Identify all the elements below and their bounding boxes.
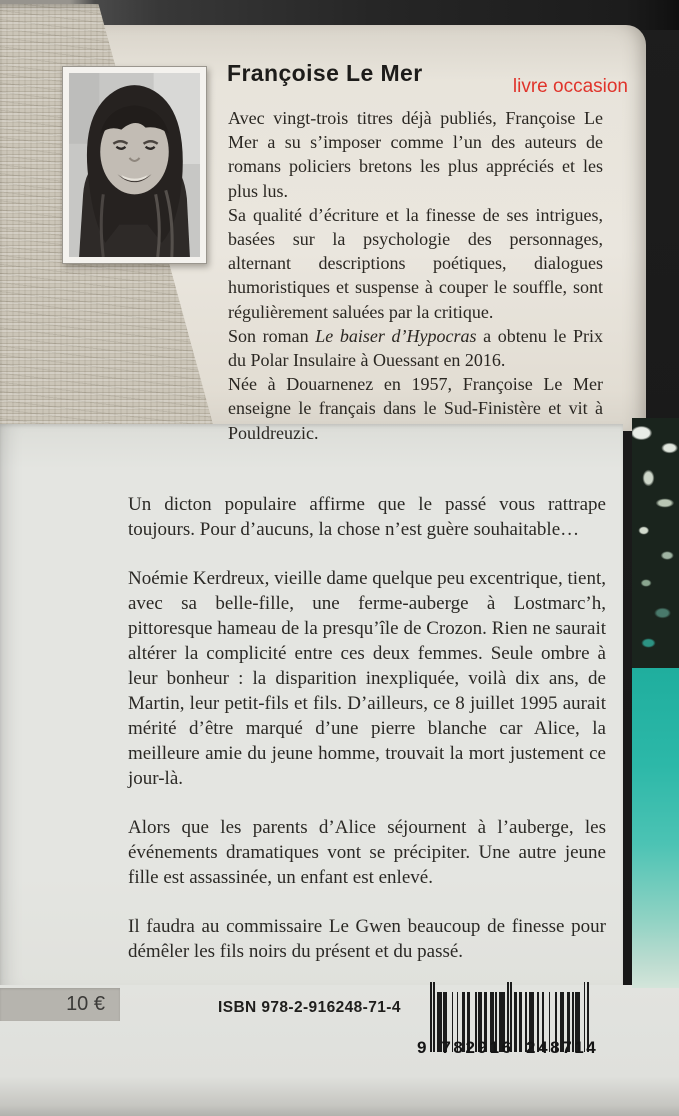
bio-p3-pre: Son roman xyxy=(228,325,316,346)
author-photo xyxy=(62,66,207,264)
author-portrait-illustration xyxy=(69,73,200,257)
synopsis-paragraph-1: Un dicton populaire affirme que le passé vous rattrape toujours. Pour d’aucuns, la chose n’est guère souhaitable… xyxy=(128,494,606,540)
synopsis-paragraph-3: Alors que les parents d’Alice séjournent à l’auberge, les événements dramatiques vont se précipiter. Une autre jeune fille est assassinée, un enfant est enlevé. xyxy=(128,817,606,888)
book-title-italic: Le baiser d’Hypocras xyxy=(315,325,477,346)
barcode-digits: 9 782916 248714 xyxy=(417,1038,599,1057)
bio-p3-post: a obtenu le Prix du Polar Insulaire à Ouessant en 2016. xyxy=(228,325,604,371)
price-band xyxy=(0,988,120,1021)
synopsis-paragraph-4: Il faudra au commissaire Le Gwen beaucoup de finesse pour démêler les fils noirs du présent et du passé. xyxy=(128,916,606,962)
synopsis-paragraph-2: Noémie Kerdreux, vieille dame quelque peu excentrique, tient, avec sa belle-fille, une ferme-auberge à Lostmarc’h, pittoresque hameau de la presqu’île de Crozon. Rien ne saurait altérer la complicité entre ces deux femmes. Seule ombre à leur bonheur : la disparition inexpliquée, voilà dix ans, de Martin, leur petit-fils et fils. D’ailleurs, ce 8 juillet 1995 aurait mérité d’être marqué d’une pierre blanche car Alice, la meilleure amie du jeune homme, trouvait la mort justement ce jour-là. xyxy=(128,568,606,789)
bio-paragraph-4: Née à Douarnenez en 1957, Françoise Le Mer enseigne le français dans le Sud-Finistère et vit à Pouldreuzic. xyxy=(228,374,603,443)
ean13-barcode xyxy=(417,982,600,1074)
price-label: 10 € xyxy=(66,993,105,1015)
synopsis-text xyxy=(128,492,606,988)
bio-paragraph-3 xyxy=(228,324,603,372)
author-name-heading: Françoise Le Mer xyxy=(227,60,423,86)
turquoise-water-image xyxy=(632,668,679,988)
bio-paragraph-2: Sa qualité d’écriture et la finesse de ses intrigues, basées sur la psychologie des personnages, alternant descriptions poétiques, dialogues humoristiques et suspense à couper le souffle, sont régulièrement saluées par la critique. xyxy=(228,204,603,322)
author-bio xyxy=(228,106,603,445)
coastal-rocks-image xyxy=(632,418,679,668)
front-cover-sliver xyxy=(632,418,679,988)
livre-occasion-overlay-text: livre occasion xyxy=(512,76,628,97)
bio-paragraph-1: Avec vingt-trois titres déjà publiés, Françoise Le Mer a su s’imposer comme l’un des auteurs de romans policiers bretons les plus appréciés et les plus lus. xyxy=(228,108,603,201)
isbn-label: ISBN 978-2-916248-71-4 xyxy=(218,999,401,1016)
